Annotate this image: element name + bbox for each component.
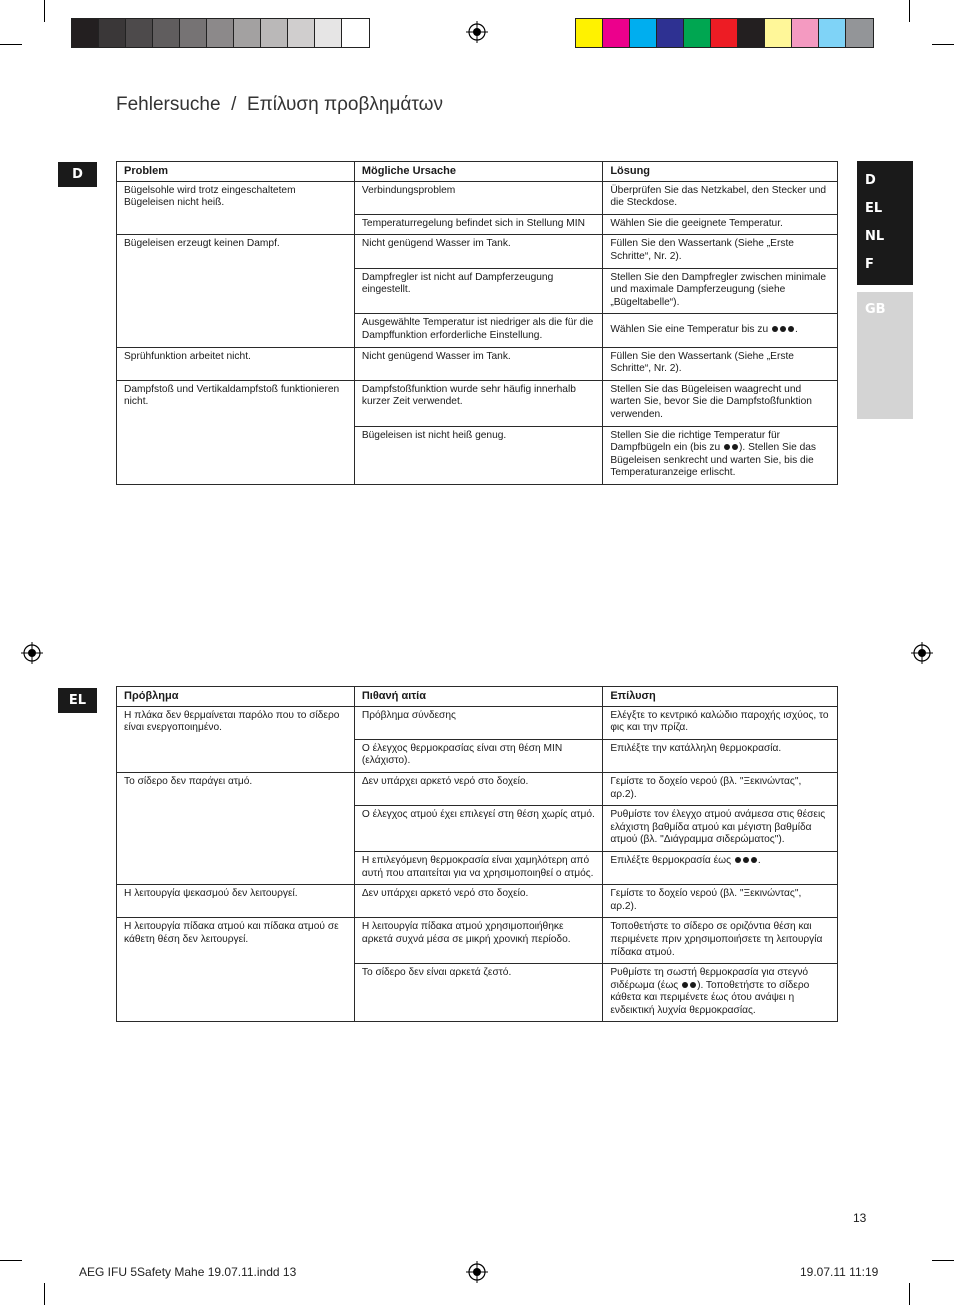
cause-cell: Η λειτουργία πίδακα ατμού χρησιμοποιήθηκε αρκετά συχνά μέσα σε μικρή χρονική περίοδο.	[354, 918, 602, 964]
cause-cell: Το σίδερο δεν είναι αρκετά ζεστό.	[354, 964, 602, 1022]
cause-cell: Δεν υπάρχει αρκετό νερό στο δοχείο.	[354, 885, 602, 918]
problem-cell: Sprühfunktion arbeitet nicht.	[117, 347, 355, 380]
solution-cell	[603, 964, 838, 1022]
registration-mark-icon	[911, 642, 933, 664]
solution-text: Επιλέξτε θερμοκρασία έως	[610, 854, 731, 866]
cause-cell: Πρόβλημα σύνδεσης	[354, 706, 602, 739]
crop-mark	[932, 1260, 954, 1261]
page-title: Fehlersuche / Επίλυση προβλημάτων	[116, 94, 443, 115]
cause-cell: Verbindungsproblem	[354, 181, 602, 214]
temperature-dots-icon	[734, 855, 758, 866]
crop-mark	[0, 44, 22, 45]
column-header: Lösung	[603, 162, 838, 182]
solution-cell: Wählen Sie eine Temperatur bis zu .	[603, 314, 838, 347]
table-row	[117, 181, 838, 214]
color-swatch	[711, 19, 738, 47]
lang-tab-gb: GB	[865, 302, 886, 317]
cause-cell: Bügeleisen ist nicht heiß genug.	[354, 426, 602, 484]
column-header: Πιθανή αιτία	[354, 687, 602, 707]
gray-swatch	[261, 19, 288, 47]
registration-mark-icon	[466, 21, 488, 43]
solution-text: Ρυθμίστε τη σωστή θερμοκρασία για στεγνό σιδέρωμα (έως	[610, 967, 809, 991]
gray-swatch	[342, 19, 369, 47]
crop-mark	[44, 1283, 45, 1305]
cause-cell: Δεν υπάρχει αρκετό νερό στο δοχείο.	[354, 772, 602, 805]
table-row	[117, 772, 838, 805]
table-row	[117, 380, 838, 426]
solution-cell: Füllen Sie den Wassertank (Siehe „Erste Schritte“, Nr. 2).	[603, 347, 838, 380]
page-number: 13	[853, 1211, 867, 1225]
gray-swatch	[153, 19, 180, 47]
solution-cell: Überprüfen Sie das Netzkabel, den Stecker und die Steckdose.	[603, 181, 838, 214]
color-swatch	[576, 19, 603, 47]
solution-text: ). Stellen Sie das Bügeleisen senkrecht und warten Sie, bis die Temperaturanzeige erlischt.	[610, 442, 817, 479]
language-tabs	[857, 161, 913, 285]
temperature-dots-icon	[771, 324, 795, 335]
process-color-bar	[575, 18, 874, 48]
cause-cell: Ο έλεγχος ατμού έχει επιλεγεί στη θέση χωρίς ατμό.	[354, 806, 602, 852]
problem-cell: Το σίδερο δεν παράγει ατμό.	[117, 772, 355, 884]
section-tag-de: D	[58, 162, 97, 187]
problem-cell: Η λειτουργία πίδακα ατμού και πίδακα ατμού σε κάθετη θέση δεν λειτουργεί.	[117, 918, 355, 1022]
table-row	[117, 706, 838, 739]
cause-cell: Nicht genügend Wasser im Tank.	[354, 235, 602, 268]
table-row	[117, 885, 838, 918]
column-header: Πρόβλημα	[117, 687, 355, 707]
solution-text: ). Τοποθετήστε το σίδερο κάθετα και περιμένετε έως ότου ανάψει η ενδεικτική λυχνία θερμοκρασίας.	[610, 979, 810, 1016]
troubleshooting-table-de	[116, 161, 838, 485]
table-row	[117, 347, 838, 380]
registration-mark-icon	[21, 642, 43, 664]
solution-cell: Επιλέξτε θερμοκρασία έως .	[603, 851, 838, 884]
column-header: Mögliche Ursache	[354, 162, 602, 182]
solution-cell: Ρυθμίστε τον έλεγχο ατμού ανάμεσα στις θέσεις ελάχιστη βαθμίδα ατμού και μέγιστη βαθμίδα ατμού (βλ. "Διάγραμμα σιδερώματος").	[603, 806, 838, 852]
crop-mark	[0, 1260, 22, 1261]
problem-cell: Bügelsohle wird trotz eingeschaltetem Bügeleisen nicht heiß.	[117, 181, 355, 235]
lang-tab-f: F	[865, 257, 874, 272]
solution-cell: Γεμίστε το δοχείο νερού (βλ. "Ξεκινώντας", αρ.2).	[603, 772, 838, 805]
solution-cell: Τοποθετήστε το σίδερο σε οριζόντια θέση και περιμένετε πριν χρησιμοποιήσετε τη λειτουργία πίδακα ατμού.	[603, 918, 838, 964]
column-header: Επίλυση	[603, 687, 838, 707]
lang-tab-el: EL	[865, 201, 883, 216]
color-swatch	[792, 19, 819, 47]
solution-cell	[603, 426, 838, 484]
crop-mark	[932, 44, 954, 45]
print-slug-date: 19.07.11 11:19	[800, 1265, 879, 1279]
gray-swatch	[99, 19, 126, 47]
color-swatch	[846, 19, 873, 47]
solution-cell: Stellen Sie das Bügeleisen waagrecht und warten Sie, bevor Sie die Dampfstoßfunktion verwenden.	[603, 380, 838, 426]
crop-mark	[909, 0, 910, 22]
cause-cell: Temperaturregelung befindet sich in Stellung MIN	[354, 214, 602, 235]
lang-tab-nl: NL	[865, 229, 885, 244]
cause-cell: Η επιλεγόμενη θερμοκρασία είναι χαμηλότερη από αυτή που απαιτείται για να χρησιμοποιηθεί ο ατμός.	[354, 851, 602, 884]
table-header-row	[117, 162, 838, 182]
cause-cell: Ο έλεγχος θερμοκρασίας είναι στη θέση MIN (ελάχιστο).	[354, 739, 602, 772]
solution-cell: Wählen Sie die geeignete Temperatur.	[603, 214, 838, 235]
problem-cell: Dampfstoß und Vertikaldampfstoß funktionieren nicht.	[117, 380, 355, 484]
cause-cell: Dampfregler ist nicht auf Dampferzeugung eingestellt.	[354, 268, 602, 314]
gray-swatch	[315, 19, 342, 47]
grayscale-color-bar	[71, 18, 370, 48]
solution-cell: Ελέγξτε το κεντρικό καλώδιο παροχής ισχύος, το φις και την πρίζα.	[603, 706, 838, 739]
problem-cell: Η πλάκα δεν θερμαίνεται παρόλο που το σίδερο είναι ενεργοποιημένο.	[117, 706, 355, 772]
gray-swatch	[180, 19, 207, 47]
table-row	[117, 918, 838, 964]
cause-cell: Dampfstoßfunktion wurde sehr häufig innerhalb kurzer Zeit verwendet.	[354, 380, 602, 426]
temperature-dots-icon	[723, 442, 739, 453]
solution-cell: Γεμίστε το δοχείο νερού (βλ. "Ξεκινώντας", αρ.2).	[603, 885, 838, 918]
color-swatch	[738, 19, 765, 47]
print-slug-file: AEG IFU 5Safety Mahe 19.07.11.indd 13	[79, 1265, 297, 1279]
lang-tab-gb-box	[857, 292, 913, 419]
solution-cell: Επιλέξτε την κατάλληλη θερμοκρασία.	[603, 739, 838, 772]
registration-mark-icon	[466, 1261, 488, 1283]
cause-cell: Nicht genügend Wasser im Tank.	[354, 347, 602, 380]
solution-text: Wählen Sie eine Temperatur bis zu	[610, 323, 769, 335]
crop-mark	[44, 0, 45, 22]
gray-swatch	[126, 19, 153, 47]
gray-swatch	[72, 19, 99, 47]
column-header: Problem	[117, 162, 355, 182]
color-swatch	[630, 19, 657, 47]
color-swatch	[819, 19, 846, 47]
troubleshooting-table-el	[116, 686, 838, 1022]
table-row	[117, 235, 838, 268]
color-swatch	[657, 19, 684, 47]
gray-swatch	[207, 19, 234, 47]
lang-tab-d: D	[865, 173, 876, 188]
crop-mark	[909, 1283, 910, 1305]
problem-cell: Bügeleisen erzeugt keinen Dampf.	[117, 235, 355, 347]
color-swatch	[765, 19, 792, 47]
solution-text: Stellen Sie die richtige Temperatur für Dampfbügeln ein (bis zu	[610, 429, 781, 454]
color-swatch	[684, 19, 711, 47]
cause-cell: Ausgewählte Temperatur ist niedriger als die für die Dampffunktion erforderliche Einstellung.	[354, 314, 602, 347]
solution-cell: Stellen Sie den Dampfregler zwischen minimale und maximale Dampferzeugung (siehe „Bügeltabelle“).	[603, 268, 838, 314]
color-swatch	[603, 19, 630, 47]
table-header-row	[117, 687, 838, 707]
gray-swatch	[234, 19, 261, 47]
temperature-dots-icon	[681, 980, 697, 991]
solution-cell: Füllen Sie den Wassertank (Siehe „Erste Schritte“, Nr. 2).	[603, 235, 838, 268]
section-tag-el: EL	[58, 688, 97, 713]
gray-swatch	[288, 19, 315, 47]
problem-cell: Η λειτουργία ψεκασμού δεν λειτουργεί.	[117, 885, 355, 918]
